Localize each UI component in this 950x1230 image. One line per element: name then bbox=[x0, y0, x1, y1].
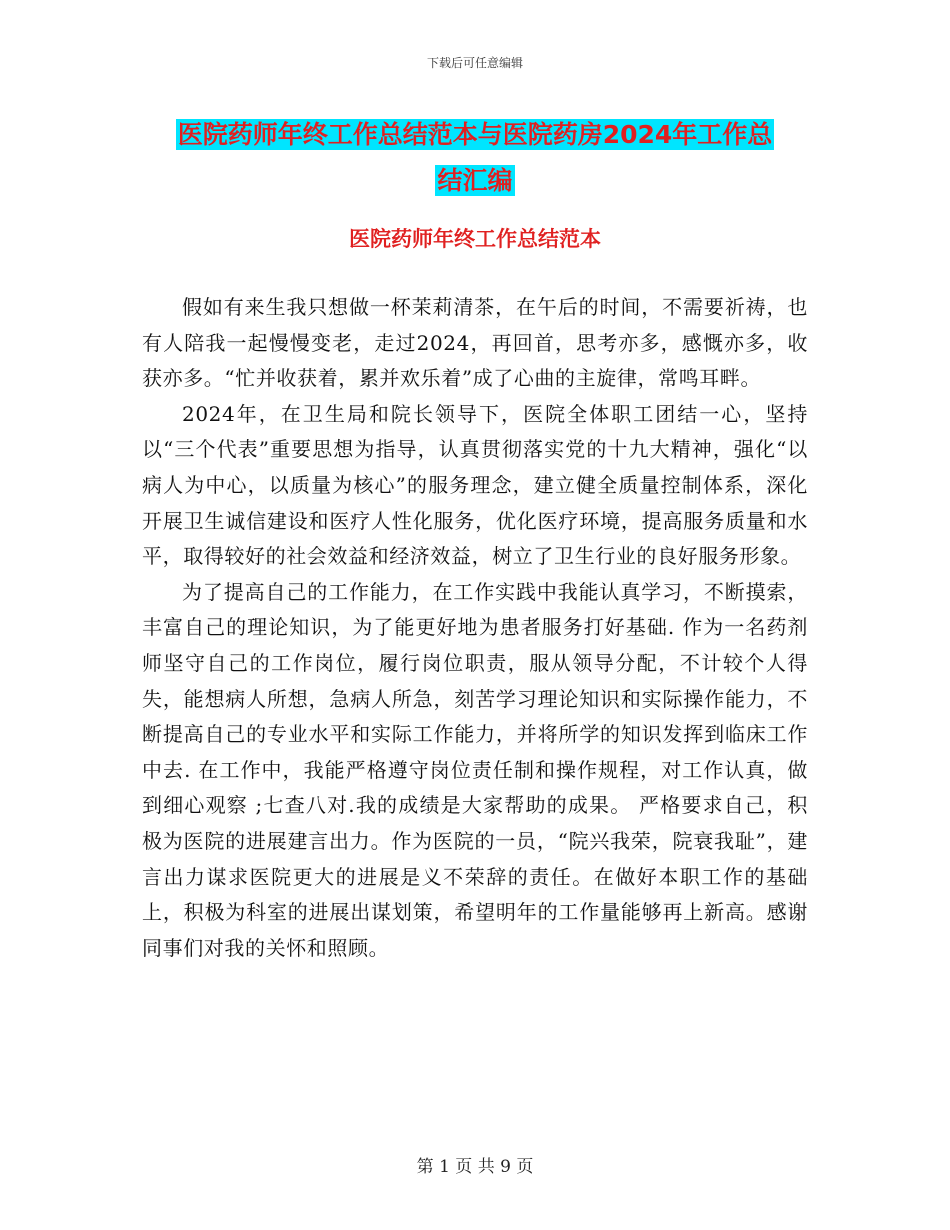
header-note: 下载后可任意编辑 bbox=[426, 56, 523, 70]
paragraph: 假如有来生我只想做一杯茉莉清茶，在午后的时间，不需要祈祷，也有人陪我一起慢慢变老，走过2024，再回首，思考亦多，感慨亦多，收获亦多。“忙并收获着，累并欢乐着”成了心曲的主旋律，常鸣耳畔。 bbox=[142, 295, 808, 391]
paragraph: 2024年，在卫生局和院长领导下，医院全体职工团结一心，坚持以“三个代表”重要思想为指导，认真贯彻落实党的十九大精神，强化“以病人为中心，以质量为核心”的服务理念，建立健全质量控制体系，深化开展卫生诚信建设和医疗人性化服务，优化医疗环境，提高服务质量和水平，取得较好的社会效益和经济效益，树立了卫生行业的良好服务形象。 bbox=[142, 401, 808, 569]
document-title-line-2: 结汇编 bbox=[437, 166, 513, 195]
document-title bbox=[0, 112, 950, 204]
section-title: 医院药师年终工作总结范本 bbox=[349, 227, 601, 251]
document-title-line-1: 医院药师年终工作总结范本与医院药房2024年工作总 bbox=[177, 120, 773, 149]
page-number: 第 1 页 共 9 页 bbox=[416, 1157, 534, 1177]
paragraph: 为了提高自己的工作能力，在工作实践中我能认真学习，不断摸索，丰富自己的理论知识，为了能更好地为患者服务打好基础. 作为一名药剂师坚守自己的工作岗位，履行岗位职责，服从领导分配，不计较个人得失，能想病人所想，急病人所急，刻苦学习理论知识和实际操作能力，不断提高自己的专业水平和实际工作能力，并将所学的知识发挥到临床工作中去. 在工作中，我能严格遵守岗位责任制和操作规程，对工作认真，做到细心观察 ;七查八对.我的成绩是大家帮助的成果。 严格要求自己，积极为医院的进展建言出力。作为医院的一员，“院兴我荣，院衰我耻”，建言出力谋求医院更大的进展是义不荣辞的责任。在做好本职工作的基础上，积极为科室的进展出谋划策，希望明年的工作量能够再上新高。感谢同事们对我的关怀和照顾。 bbox=[142, 579, 808, 960]
body-text bbox=[142, 290, 808, 966]
